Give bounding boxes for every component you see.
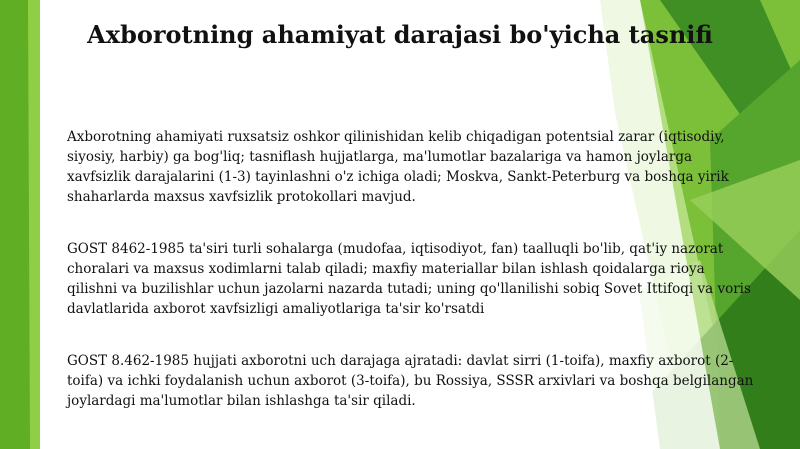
paragraph-2: GOST 8462-1985 ta'siri turli sohalarga (mudofaa, iqtisodiyot, fan) taalluqli bo'lib, qat'iy nazorat choralari va maxsus xodimlarni talab qiladi; maxfiy materiallar bilan ishlash qoidalarga rioya qilishni va buzilishlar uchun jazolarni nazarda tutadi; uning qo'llanilishi sobiq Sovet Ittifoqi va voris davlatlarida axborot xavfsizligi amaliyotlariga ta'sir ko'rsatdi [67,241,751,317]
slide-body [67,127,757,443]
paragraph-3: GOST 8.462-1985 hujjati axborotni uch darajaga ajratadi: davlat sirri (1-toifa), maxfiy axborot (2-toifa) va ichki foydalanish uchun axborot (3-toifa), bu Rossiya, SSSR arxivlari va boshqa belgilangan joylardagi ma'lumotlar bilan ishlashga ta'sir qiladi. [67,353,754,409]
slide-title: Axborotning ahamiyat darajasi bo'yicha tasnifi [87,20,713,49]
paragraph-1: Axborotning ahamiyati ruxsatsiz oshkor qilinishidan kelib chiqadigan potentsial zarar (iqtisodiy, siyosiy, harbiy) ga bog'liq; tasniflash hujjatlarga, ma'lumotlar bazalariga va hamon joylarga xavfsizlik darajalarini (1-3) tayinlashni o'z ichiga oladi; Moskva, Sankt-Peterburg va boshqa yirik shaharlarda maxsus xavfsizlik protokollari mavjud. [67,129,729,205]
